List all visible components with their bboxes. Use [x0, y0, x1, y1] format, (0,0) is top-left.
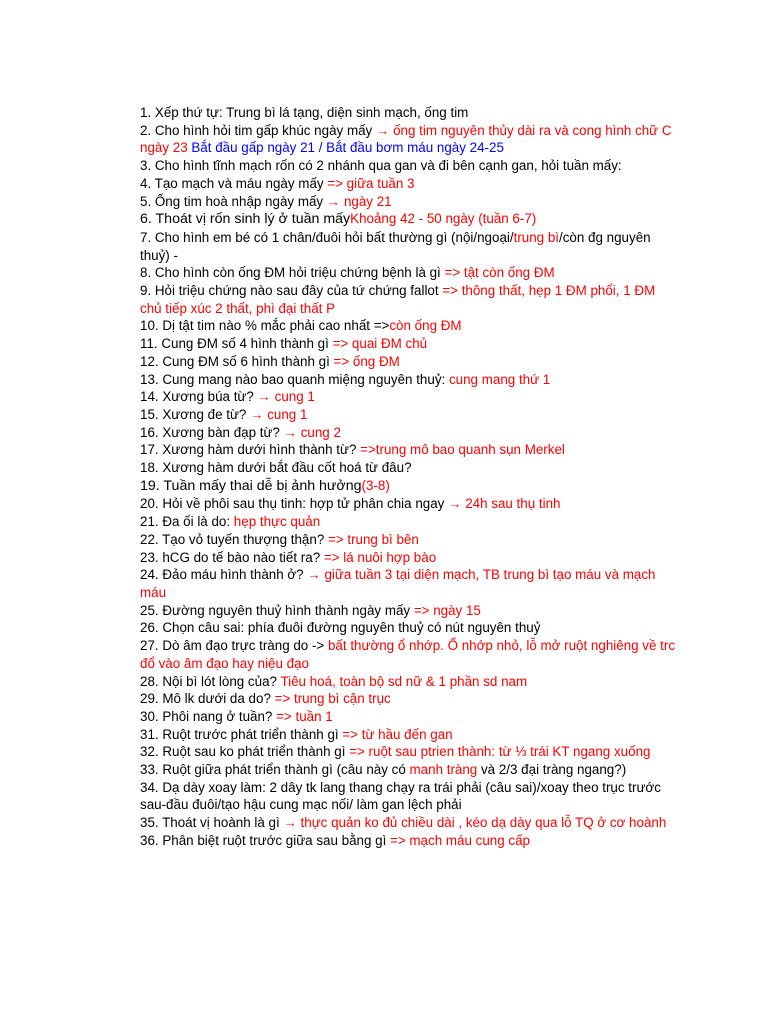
question-item-6: [140, 210, 680, 229]
question-item-29: [140, 690, 680, 708]
question-23-segment-1: 23. hCG do tế bào nào tiết ra?: [140, 549, 324, 565]
question-15-segment-1: 15. Xương đe từ?: [140, 406, 251, 422]
question-36-segment-2: => mạch máu cung cấp: [390, 832, 530, 848]
question-10-segment-2: còn ống ĐM: [389, 318, 462, 334]
question-31-segment-1: 31. Ruột trước phát triển thành gì: [140, 726, 343, 742]
question-item-9: [140, 282, 680, 317]
question-2-segment-3: Bắt đầu gấp ngày 21 / Bắt đầu bơm máu ngày 24-25: [191, 140, 504, 156]
question-8-segment-2: => tật còn ống ĐM: [444, 265, 555, 281]
question-8-segment-1: 8. Cho hình còn ống ĐM hỏi triệu chứng bệnh là gì: [140, 265, 445, 281]
question-item-31: [140, 726, 680, 744]
question-13-segment-2: cung mang thứ 1: [448, 371, 551, 387]
question-9-segment-2: => thông thất, hẹp 1 ĐM phổi, 1 ĐM chủ tiếp xúc 2 thất, phì đại thất P: [140, 283, 656, 316]
question-25-segment-1: 25. Đường nguyên thuỷ hình thành ngày mấy: [140, 602, 414, 618]
question-27-segment-1: 27. Dò âm đạo trực tràng do ->: [140, 638, 328, 654]
question-item-27: [140, 637, 680, 672]
question-item-21: [140, 513, 680, 531]
question-7-segment-3: /còn đg nguyên thuỷ) -: [140, 229, 651, 263]
question-item-3: [140, 157, 680, 175]
question-18-segment-1: 18. Xương hàm dưới bắt đầu cốt hoá từ đâu?: [140, 460, 412, 476]
question-item-2: [140, 122, 680, 157]
question-item-16: [140, 424, 680, 442]
question-11-segment-1: 11. Cung ĐM số 4 hình thành gì: [140, 336, 333, 352]
question-item-14: [140, 388, 680, 406]
question-12-segment-2: => ống ĐM: [333, 353, 400, 369]
question-23-segment-2: => lá nuôi hợp bào: [323, 549, 437, 565]
question-2-segment-1: 2. Cho hình hỏi tim gấp khúc ngày mấy: [140, 122, 376, 138]
question-7-segment-2: trung bì: [513, 229, 560, 245]
question-34-segment-1: 34. Dạ dày xoay làm: 2 dây tk lang thang chạy ra trái phải (câu sai)/xoay theo trục trước sau-đầu đuôi/tạo hậu cung mạc nối/ làm gan lệch phải: [140, 779, 661, 813]
question-item-26: [140, 619, 680, 637]
question-6-segment-1: 6. Thoát vị rốn sinh lý ở tuần mấy: [140, 211, 351, 228]
question-22-segment-1: 22. Tạo vỏ tuyến thượng thận?: [140, 531, 328, 547]
question-item-23: [140, 549, 680, 567]
question-32-segment-1: 32. Ruột sau ko phát triển thành gì: [140, 744, 350, 760]
question-20-segment-2: → 24h sau thụ tinh: [448, 496, 561, 512]
question-28-segment-1: 28. Nội bì lót lòng của?: [140, 673, 281, 689]
question-30-segment-1: 30. Phôi nang ở tuần?: [140, 708, 277, 724]
question-17-segment-1: 17. Xương hàm dưới hình thành từ?: [140, 442, 361, 458]
question-5-segment-2: → ngày 21: [326, 193, 392, 209]
question-item-34: [140, 779, 680, 814]
question-36-segment-1: 36. Phân biệt ruột trước giữa sau bằng gì: [140, 832, 391, 848]
question-3-segment-1: 3. Cho hình tĩnh mạch rốn có 2 nhánh qua gan và đi bên cạnh gan, hỏi tuần mấy:: [140, 158, 622, 174]
question-item-12: [140, 353, 680, 371]
question-35-segment-2: → thực quản ko đủ chiều dài , kéo dạ dày qua lỗ TQ ở cơ hoành: [283, 815, 667, 831]
question-33-segment-2: manh tràng: [409, 762, 478, 778]
question-4-segment-2: => giữa tuần 3: [327, 175, 415, 191]
question-35-segment-1: 35. Thoát vị hoành là gì: [140, 815, 284, 831]
question-27-segment-2: bất thường ổ nhớp. Ổ nhớp nhỏ, lỗ mở ruột nghiêng về trc đổ vào âm đạo hay niệu đạo: [140, 638, 676, 671]
question-item-17: [140, 441, 680, 459]
question-14-segment-1: 14. Xương búa từ?: [140, 389, 258, 405]
question-28-segment-2: Tiêu hoá, toàn bộ sd nữ & 1 phần sd nam: [280, 673, 528, 689]
question-29-segment-2: => trung bì cận trục: [274, 691, 391, 707]
question-item-4: [140, 175, 680, 193]
question-item-1: [140, 104, 680, 122]
question-item-25: [140, 602, 680, 620]
question-item-22: [140, 531, 680, 549]
question-item-18: [140, 459, 680, 477]
question-item-15: [140, 406, 680, 424]
question-24-segment-2: → giữa tuần 3 tại diện mạch, TB trung bì tạo máu và mạch máu: [140, 567, 656, 600]
question-19-segment-2: (3-8): [361, 477, 390, 493]
question-item-32: [140, 743, 680, 761]
question-item-5: [140, 193, 680, 211]
question-30-segment-2: => tuần 1: [276, 708, 333, 724]
question-item-20: [140, 495, 680, 513]
question-item-30: [140, 708, 680, 726]
question-item-28: [140, 673, 680, 691]
question-31-segment-2: => từ hầu đến gan: [342, 726, 453, 742]
question-15-segment-2: → cung 1: [250, 406, 308, 422]
question-29-segment-1: 29. Mô lk dưới da do?: [140, 691, 275, 707]
question-9-segment-1: 9. Hỏi triệu chứng nào sau đây của tứ chứng fallot: [140, 283, 443, 299]
question-5-segment-1: 5. Ống tim hoà nhập ngày mấy: [140, 193, 327, 209]
question-14-segment-2: → cung 1: [257, 389, 315, 405]
question-item-10: [140, 317, 680, 335]
question-7-segment-1: 7. Cho hình em bé có 1 chân/đuôi hỏi bất thường gì (nội/ngoại/: [140, 229, 514, 245]
question-2-segment-2: → ống tim nguyên thủy dài ra và cong hình chữ C ngày 23: [140, 122, 672, 156]
question-16-segment-2: → cung 2: [283, 424, 341, 440]
question-22-segment-2: => trung bì bên: [328, 531, 419, 547]
question-item-33: [140, 761, 680, 779]
question-item-13: [140, 371, 680, 389]
question-item-36: [140, 832, 680, 850]
question-21-segment-2: hẹp thực quản: [233, 514, 321, 530]
question-24-segment-1: 24. Đảo máu hình thành ở?: [140, 567, 308, 583]
question-item-11: [140, 335, 680, 353]
question-10-segment-1: 10. Dị tật tim nào % mắc phải cao nhất =>: [140, 318, 390, 334]
question-25-segment-2: => ngày 15: [413, 602, 481, 618]
question-item-19: [140, 477, 680, 496]
question-33-segment-1: 33. Ruột giữa phát triển thành gì (câu này có: [140, 762, 410, 778]
question-19-segment-1: 19. Tuần mấy thai dễ bị ảnh hưởng: [140, 477, 362, 494]
question-11-segment-2: => quai ĐM chủ: [332, 336, 428, 352]
question-item-7: [140, 229, 680, 264]
question-13-segment-1: 13. Cung mang nào bao quanh miệng nguyên thuỷ:: [140, 371, 449, 387]
question-item-35: [140, 814, 680, 832]
question-item-24: [140, 566, 680, 601]
question-26-segment-1: 26. Chọn câu sai: phía đuôi đường nguyên thuỷ có nút nguyên thuỷ: [140, 620, 541, 636]
question-12-segment-1: 12. Cung ĐM số 6 hình thành gì: [140, 353, 334, 369]
question-16-segment-1: 16. Xương bàn đạp từ?: [140, 424, 284, 440]
question-17-segment-2: =>trung mô bao quanh sụn Merkel: [360, 442, 565, 458]
question-20-segment-1: 20. Hỏi về phôi sau thụ tinh: hợp tử phân chia ngay: [140, 496, 449, 512]
question-4-segment-1: 4. Tạo mạch và máu ngày mấy: [140, 175, 328, 191]
question-32-segment-2: => ruột sau ptrien thành: từ ⅓ trái KT ngang xuống: [349, 744, 651, 760]
question-1-segment-1: 1. Xếp thứ tự: Trung bì lá tạng, diện sinh mạch, ống tim: [140, 105, 469, 120]
question-21-segment-1: 21. Đa ối là do:: [140, 514, 234, 530]
question-33-segment-3: và 2/3 đại tràng ngang?): [477, 762, 627, 778]
question-list: [140, 104, 680, 850]
question-item-8: [140, 264, 680, 282]
question-6-segment-2: Khoảng 42 - 50 ngày (tuần 6-7): [350, 211, 537, 227]
